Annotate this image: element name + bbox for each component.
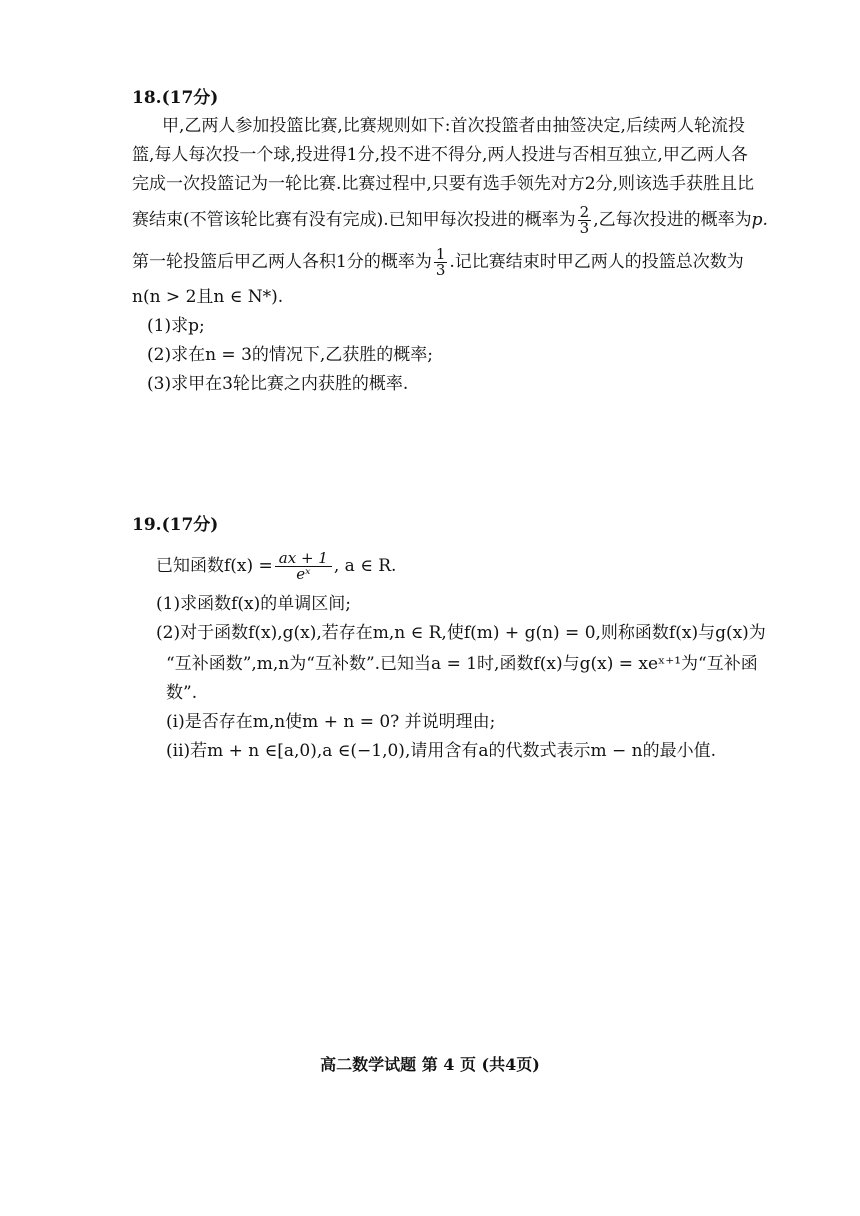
q18-sub-2: (2)求在n = 3的情况下,乙获胜的概率; [147, 345, 434, 365]
fraction-denominator: 3 [435, 261, 446, 279]
q18-line-4-var-p: p. [751, 210, 768, 230]
q18-sub-1: (1)求p; [147, 316, 205, 336]
fraction-numerator: 2 [579, 203, 590, 221]
fraction-numerator: 1 [435, 245, 446, 263]
q18-line-6: n(n > 2且n ∈ N*). [132, 287, 284, 307]
q18-line-3: 完成一次投篮记为一轮比赛.比赛过程中,只要有选手领先对方2分,则该选手获胜且比 [132, 174, 755, 194]
q18-sub-3: (3)求甲在3轮比赛之内获胜的概率. [147, 374, 409, 394]
fraction-one-third [434, 247, 448, 278]
page-footer: 高二数学试题 第 4 页 (共4页) [320, 1055, 540, 1074]
q19-sub-2-line-1: (2)对于函数f(x),g(x),若存在m,n ∈ R,使f(m) + g(n) = 0,则称函数f(x)与g(x)为 [156, 623, 766, 643]
q19-sub-1: (1)求函数f(x)的单调区间; [156, 594, 351, 614]
q18-line-2: 篮,每人每次投一个球,投进得1分,投不进不得分,两人投进与否相互独立,甲乙两人各 [132, 145, 748, 165]
q18-line-4 [132, 205, 768, 236]
q19-header: 19.(17分) [132, 515, 219, 535]
fraction-numerator: ax + 1 [275, 551, 332, 567]
q19-sub-2-line-3: 数”. [166, 683, 198, 703]
fraction-denominator: eˣ [296, 565, 311, 583]
q18-line-5-text-a: 第一轮投篮后甲乙两人各积1分的概率为 [132, 252, 432, 272]
fraction-denominator: 3 [579, 219, 590, 237]
q18-line-1: 甲,乙两人参加投篮比赛,比赛规则如下:首次投篮者由抽签决定,后续两人轮流投 [162, 116, 745, 136]
q18-header: 18.(17分) [132, 88, 219, 108]
q19-sub-2-line-2: “互补函数”,m,n为“互补数”.已知当a = 1时,函数f(x)与g(x) = xeˣ⁺¹为“互补函 [166, 654, 758, 674]
q18-line-5 [132, 247, 744, 278]
function-fraction [275, 551, 332, 582]
q18-line-4-text-a: 赛结束(不管该轮比赛有没有完成).已知甲每次投进的概率为 [132, 210, 576, 230]
q19-sub-2-i: (i)是否存在m,n使m + n = 0? 并说明理由; [166, 712, 496, 732]
q18-line-5-text-b: .记比赛结束时甲乙两人的投篮总次数为 [449, 252, 744, 272]
q19-sub-2-ii: (ii)若m + n ∈[a,0),a ∈(−1,0),请用含有a的代数式表示m − n的最小值. [166, 741, 717, 761]
q19-line-1 [156, 551, 396, 582]
fraction-two-thirds [578, 205, 592, 236]
q18-line-4-text-b: ,乙每次投进的概率为 [593, 210, 752, 230]
q19-line-1-text-a: 已知函数f(x) = [156, 556, 273, 576]
q19-line-1-text-b: , a ∈ R. [333, 556, 397, 576]
